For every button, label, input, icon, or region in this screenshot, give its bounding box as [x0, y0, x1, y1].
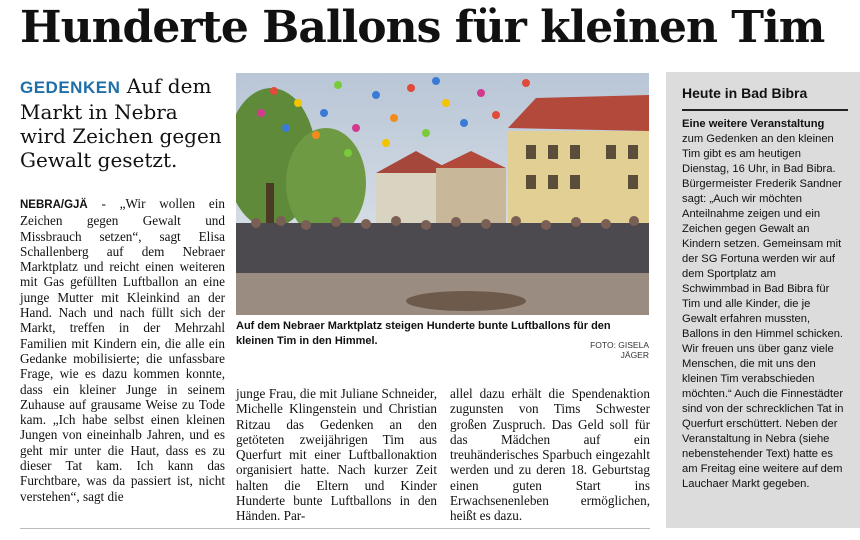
sidebar-title: Heute in Bad Bibra [682, 85, 808, 101]
dateline: NEBRA/GJÄ [20, 199, 88, 211]
photo-credit: FOTO: GISELA JÄGER [590, 340, 649, 360]
sidebar-body: zum Gedenken an den kleinen Tim gibt es am heutigen Dienstag, 16 Uhr, in Bad Bibra. Bürgermeister Frederik Sandner sagt: „Auch wir möchten Anteilnahme zeigen und ein Zeichen gegen Gewalt an Kindern setzen. Gemeinsam mit der SG Fortuna werden wir auf dem Sportplatz am Schwimmbad in Bad Bibra für Tim und alle Kinder, die je Gewalt erfahren mussten, Ballons in den Himmel schicken. Wir freuen uns über ganz viele Menschen, die mit uns den kleinen Tim verabschieden möchten.“ Auch die Finnestädter sind von der schrecklichen Tat in Querfurt erschüttert. Neben der Veranstaltung in Nebra (siehe nebenstehender Text) hatte es am Freitag eine weitere auf dem Lauchaer Markt gegeben. [682, 133, 844, 490]
sidebar-divider [682, 109, 848, 111]
bottom-divider [20, 528, 650, 529]
sidebar-subhead: Eine weitere Veranstaltung [682, 118, 825, 130]
kicker-block [20, 74, 226, 172]
sidebar-text [682, 117, 846, 492]
article-column-1 [20, 196, 225, 504]
headline: Hunderte Ballons für kleinen Tim [20, 2, 825, 53]
photo-caption: Auf dem Nebraer Marktplatz steigen Hunderte bunte Luftballons für den kleinen Tim in den Himmel. [236, 320, 611, 347]
subheadline: Auf dem Markt in Nebra wird Zeichen gegen Gewalt gesetzt. [20, 74, 222, 172]
kicker: GEDENKEN [20, 78, 121, 97]
article-column-3: allel dazu erhält die Spendenaktion zugunsten von Tims Schwester großen Zuspruch. Das Geld soll für das Mädchen auf ein treuhänderisches Sparbuch eingezahlt werden und zu deren 18. Geburtstag einen guten Start ins Erwachsenenleben ermöglichen, heißt es dazu. [450, 386, 650, 524]
article-text-1: - „Wir wollen ein Zeichen gegen Gewalt und Missbrauch setzen“, sagt Elisa Schallenberg auf dem Nebraer Marktplatz und reicht einen weiteren mit Gas gefüllten Luftballon an eine junge Mutter mit Kleinkind an der Hand. Nach und nach füllt sich der Markt, treffen in der Mehrzahl Familien mit Kindern ein, die alle ein Gedanke mobilisierte; die unfassbare Frage, wie es dazu kommen konnte, dass ein kleiner Junge in seinem Zuhause auf grausame Weise zu Tode kam. „Ich habe selbst einen kleinen Jungen von eineinhalb Jahren, und es geht mir unter die Haut, dass es zu dieser Tat kam. Ich kann das Furchtbare, was da passiert ist, nicht verstehen“, sagt die [20, 196, 225, 504]
market-photo [236, 73, 649, 315]
article-column-2: junge Frau, die mit Juliane Schneider, Michelle Klingenstein und Christian Ritzau das Gedenken an den getöteten zweijährigen Tim aus Querfurt mit einer Luftballonaktion organisiert hatte. Nach kurzer Zeit halten die Eltern und Kinder Hunderte bunte Luftballons in den Händen. Par- [236, 386, 437, 524]
